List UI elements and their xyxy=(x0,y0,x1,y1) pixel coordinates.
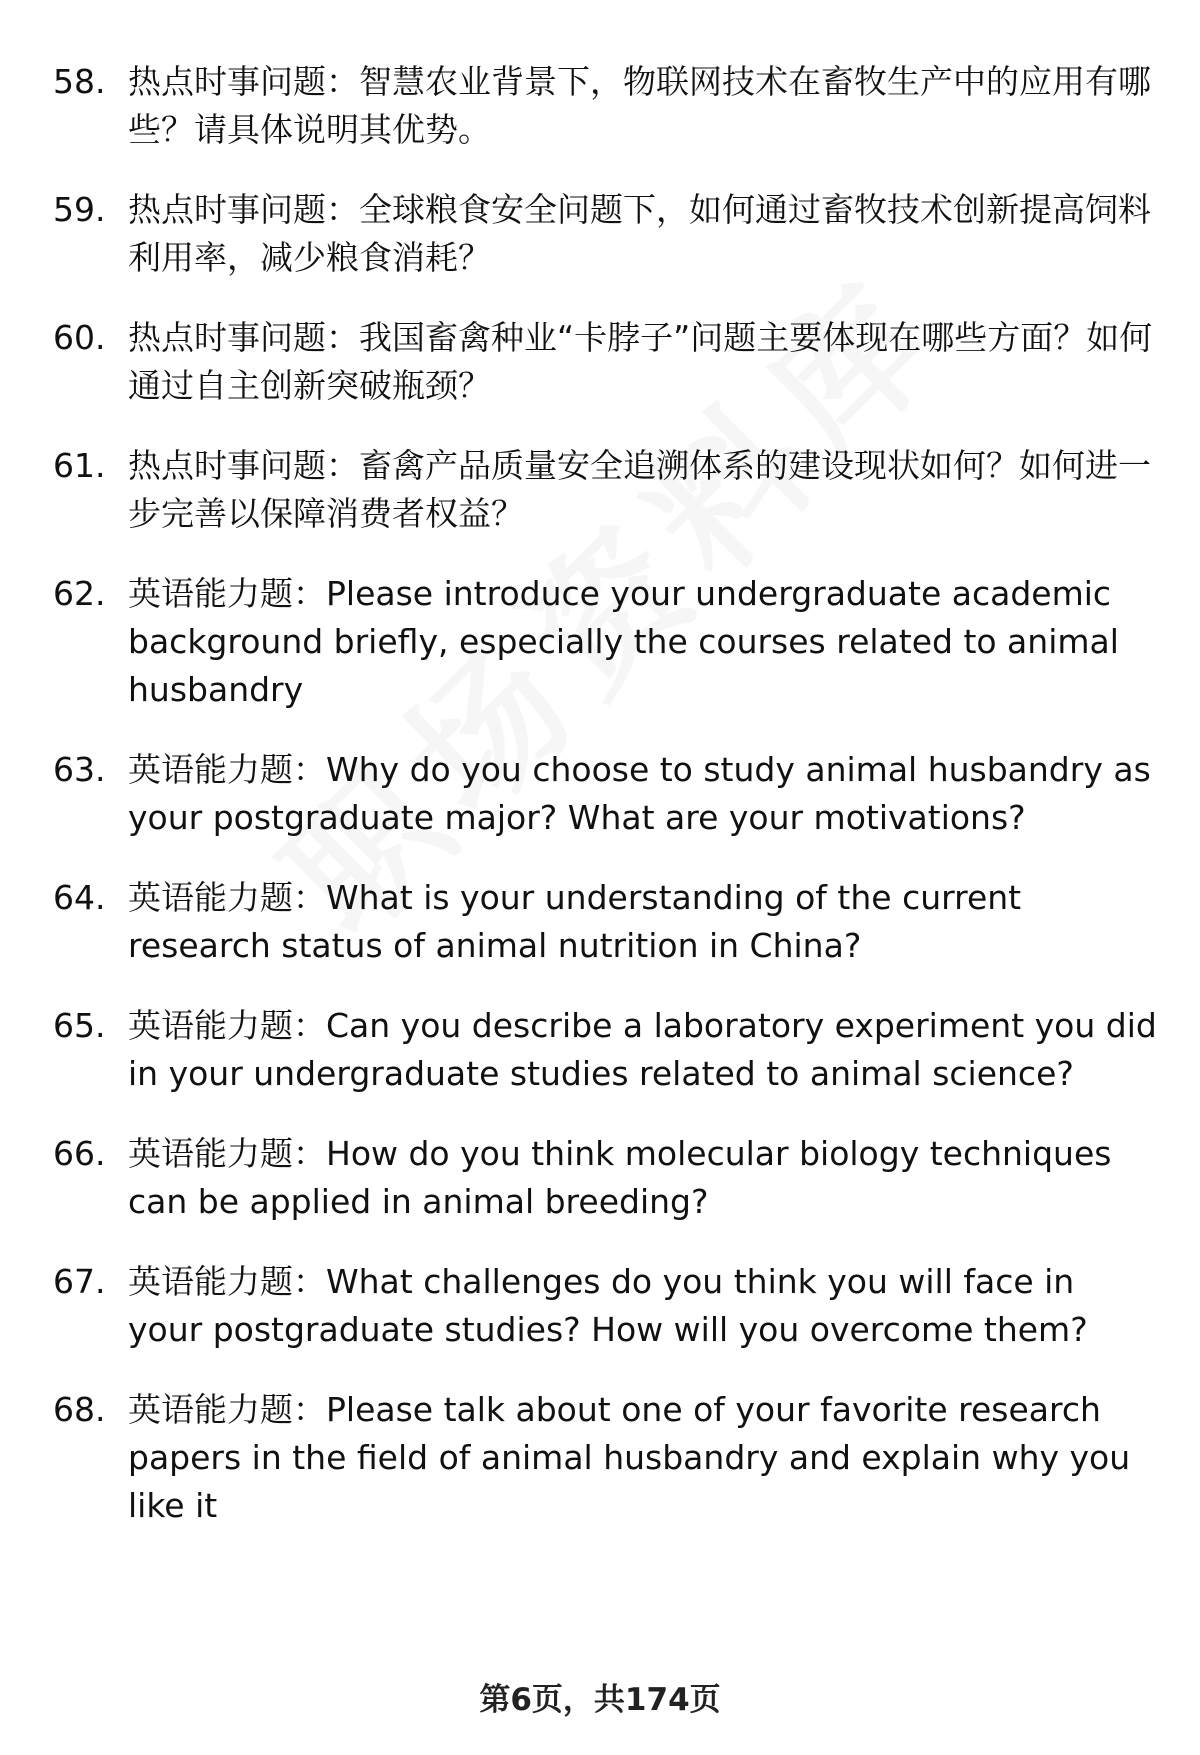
question-text: 英语能力题：Can you describe a laboratory experiment you did in your undergraduate studies related to animal science? xyxy=(128,1006,1157,1093)
question-number: 68. xyxy=(53,1390,106,1429)
question-text: 热点时事问题：全球粮食安全问题下，如何通过畜牧技术创新提高饲料利用率，减少粮食消耗？ xyxy=(128,190,1151,277)
question-list xyxy=(0,58,1200,1562)
question-number: 64. xyxy=(53,878,106,917)
question-number: 67. xyxy=(53,1262,106,1301)
question-number: 66. xyxy=(53,1134,106,1173)
question-text: 英语能力题：What is your understanding of the current research status of animal nutrition in China? xyxy=(128,878,1022,965)
question-text: 热点时事问题：我国畜禽种业“卡脖子”问题主要体现在哪些方面？如何通过自主创新突破瓶颈？ xyxy=(128,318,1153,405)
question-number: 65. xyxy=(53,1006,106,1045)
question-number: 58. xyxy=(53,62,106,101)
question-number: 60. xyxy=(53,318,106,357)
question-item xyxy=(0,1386,1200,1530)
question-text: 英语能力题：What challenges do you think you will face in your postgraduate studies? How will you overcome them? xyxy=(128,1262,1088,1349)
question-item xyxy=(0,874,1200,970)
question-item xyxy=(0,570,1200,714)
question-text: 热点时事问题：智慧农业背景下，物联网技术在畜牧生产中的应用有哪些？请具体说明其优势。 xyxy=(128,62,1151,149)
question-item xyxy=(0,1258,1200,1354)
question-number: 59. xyxy=(53,190,106,229)
question-text: 热点时事问题：畜禽产品质量安全追溯体系的建设现状如何？如何进一步完善以保障消费者权益？ xyxy=(128,446,1151,533)
question-item xyxy=(0,58,1200,154)
question-item xyxy=(0,442,1200,538)
question-number: 63. xyxy=(53,750,106,789)
question-text: 英语能力题：How do you think molecular biology techniques can be applied in animal breeding? xyxy=(128,1134,1112,1221)
question-number: 61. xyxy=(53,446,106,485)
question-text: 英语能力题：Why do you choose to study animal husbandry as your postgraduate major? What are your motivations? xyxy=(128,750,1151,837)
question-item xyxy=(0,746,1200,842)
question-item xyxy=(0,186,1200,282)
question-text: 英语能力题：Please introduce your undergraduate academic background briefly, especially the courses related to animal husbandry xyxy=(128,574,1119,709)
question-text: 英语能力题：Please talk about one of your favorite research papers in the field of animal husbandry and explain why you like it xyxy=(128,1390,1131,1525)
page-footer: 第6页，共174页 xyxy=(479,1682,721,1718)
question-item xyxy=(0,1002,1200,1098)
question-number: 62. xyxy=(53,574,106,613)
question-item xyxy=(0,314,1200,410)
question-item xyxy=(0,1130,1200,1226)
